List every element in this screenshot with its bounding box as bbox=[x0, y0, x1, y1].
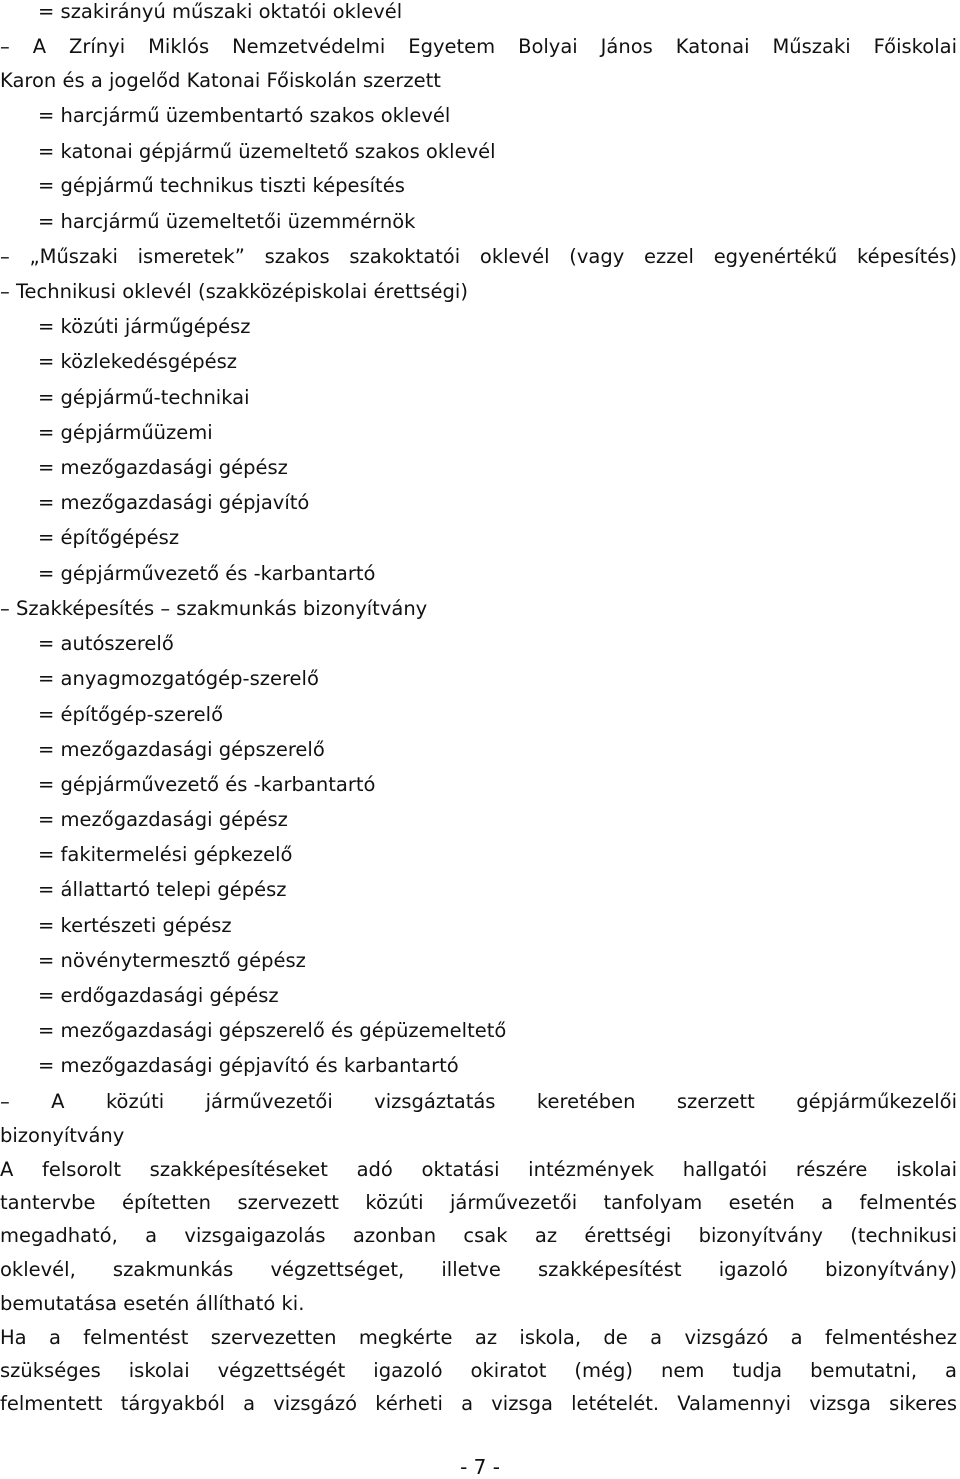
paragraph-line: Ha a felmentést szervezetten megkérte az iskola, de a vizsgázó a felmentéshez bbox=[0, 1326, 957, 1349]
list-item: = közlekedésgépész bbox=[38, 350, 237, 373]
list-item: = kertészeti gépész bbox=[38, 914, 232, 937]
paragraph-line: felmentett tárgyakból a vizsgázó kérheti a vizsga letételét. Valamennyi vizsga sikeres bbox=[0, 1392, 957, 1415]
list-item: = mezőgazdasági gépész bbox=[38, 456, 288, 479]
list-item: = állattartó telepi gépész bbox=[38, 878, 287, 901]
list-item: = mezőgazdasági gépjavító és karbantartó bbox=[38, 1054, 459, 1077]
list-item: = mezőgazdasági gépész bbox=[38, 808, 288, 831]
list-item: – A közúti járművezetői vizsgáztatás keretében szerzett gépjárműkezelői bbox=[0, 1090, 957, 1113]
list-item: = autószerelő bbox=[38, 632, 174, 655]
list-item: – A Zrínyi Miklós Nemzetvédelmi Egyetem Bolyai János Katonai Műszaki Főiskolai bbox=[0, 35, 957, 58]
list-item: = mezőgazdasági gépjavító bbox=[38, 491, 310, 514]
list-item: = harcjármű üzemeltetői üzemmérnök bbox=[38, 210, 416, 233]
list-item: = mezőgazdasági gépszerelő bbox=[38, 738, 325, 761]
list-item: = gépjárművezető és -karbantartó bbox=[38, 562, 376, 585]
list-item: – „Műszaki ismeretek” szakos szakoktatói oklevél (vagy ezzel egyenértékű képesítés) bbox=[0, 245, 957, 268]
page-number: - 7 - bbox=[460, 1455, 500, 1479]
list-item: = harcjármű üzembentartó szakos oklevél bbox=[38, 104, 451, 127]
paragraph-line: szükséges iskolai végzettségét igazoló okiratot (még) nem tudja bemutatni, a bbox=[0, 1359, 957, 1382]
list-item: = mezőgazdasági gépszerelő és gépüzemeltető bbox=[38, 1019, 507, 1042]
list-item: bizonyítvány bbox=[0, 1124, 125, 1147]
paragraph-line: A felsorolt szakképesítéseket adó oktatási intézmények hallgatói részére iskolai bbox=[0, 1158, 957, 1181]
list-item: – Technikusi oklevél (szakközépiskolai érettségi) bbox=[0, 280, 468, 303]
paragraph-line: oklevél, szakmunkás végzettséget, illetve szakképesítést igazoló bizonyítvány) bbox=[0, 1258, 957, 1281]
list-item: = katonai gépjármű üzemeltető szakos oklevél bbox=[38, 140, 496, 163]
list-item: = gépjármű technikus tiszti képesítés bbox=[38, 174, 405, 197]
list-item: = növénytermesztő gépész bbox=[38, 949, 306, 972]
list-item: – Szakképesítés – szakmunkás bizonyítvány bbox=[0, 597, 428, 620]
list-item: = gépjármű-technikai bbox=[38, 386, 250, 409]
list-item: = közúti járműgépész bbox=[38, 315, 251, 338]
list-item: = gépjárművezető és -karbantartó bbox=[38, 773, 376, 796]
paragraph-line: megadható, a vizsgaigazolás azonban csak az érettségi bizonyítvány (technikusi bbox=[0, 1224, 957, 1247]
list-item: = építőgépész bbox=[38, 526, 180, 549]
list-item: = gépjárműüzemi bbox=[38, 421, 213, 444]
list-item: = anyagmozgatógép-szerelő bbox=[38, 667, 319, 690]
paragraph-line: bemutatása esetén állítható ki. bbox=[0, 1292, 305, 1315]
list-item: = építőgép-szerelő bbox=[38, 703, 224, 726]
paragraph-line: tantervbe építetten szervezett közúti járművezetői tanfolyam esetén a felmentés bbox=[0, 1191, 957, 1214]
list-item: = fakitermelési gépkezelő bbox=[38, 843, 293, 866]
list-item: = erdőgazdasági gépész bbox=[38, 984, 279, 1007]
list-item: Karon és a jogelőd Katonai Főiskolán szerzett bbox=[0, 69, 441, 92]
list-item: = szakirányú műszaki oktatói oklevél bbox=[38, 0, 403, 23]
